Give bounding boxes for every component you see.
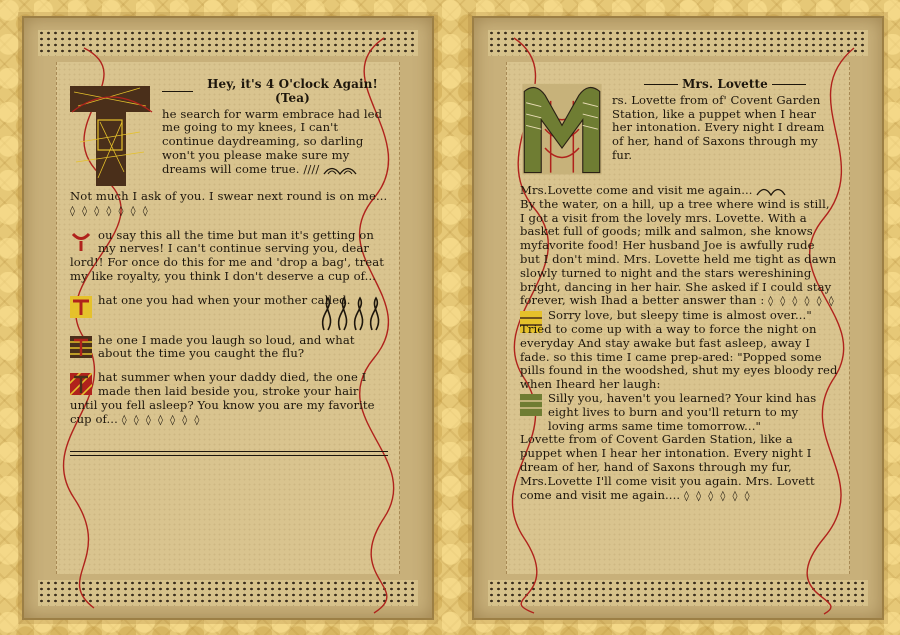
left-verse-1-text: he search for warm embrace had led me going to my knees, I can't continue daydreaming, so darling won't you please make sure my dreams will come true. bbox=[162, 106, 383, 176]
left-verse-1-tail: //// bbox=[303, 161, 320, 176]
diamond-row: ◊ ◊ ◊ ◊ ◊ ◊ bbox=[768, 296, 836, 308]
wave-ornament bbox=[756, 186, 786, 196]
left-verse-4 bbox=[70, 294, 388, 308]
right-quote-1 bbox=[548, 309, 838, 323]
right-quote-1-text: Sorry love, but sleepy time is almost over..." bbox=[548, 308, 812, 323]
diamond-row: ◊ ◊ ◊ ◊ ◊ ◊ bbox=[683, 490, 752, 502]
drop-cap-t-illustration bbox=[70, 82, 154, 188]
left-heading bbox=[162, 78, 388, 106]
right-body-2-text: Tried to come up with a way to force the night on everyday And stay awake but fast asleep, away I fade. so this time I came prep-ared: "Popped some pills found in the woodshed, shut my eyes bloody red when Iheard her laugh: bbox=[520, 321, 838, 392]
right-body-1-text: By the water, on a hill, up a tree where wind is still, I got a visit from the lovely mrs. Lovette. With a basket full of goods; milk and salmon, she knows myfavorite food! Her husband Joe is awfully rude but I don't mind. Mrs. Lovette held me tight as dawn slowly turned to night and the stars wereshining bright, dancing in her hair. She asked if I could stay forever, wish Ihad a better answer than : bbox=[520, 196, 837, 308]
left-verse-5-text: he one I made you laugh so loud, and what about the time you caught the flu? bbox=[98, 332, 355, 361]
drop-cap-m-illustration bbox=[520, 82, 604, 182]
right-quote-2-text: Silly you, haven't you learned? Your kind has eight lives to burn and you'll return to my loving arms same time tomorrow..." bbox=[548, 390, 817, 433]
left-heading-text: Hey, it's 4 O'clock Again! (Tea) bbox=[207, 77, 378, 105]
right-heading-text: Mrs. Lovette bbox=[682, 77, 768, 91]
dotted-band-bottom bbox=[38, 580, 418, 606]
left-verse-6 bbox=[70, 371, 388, 427]
drop-cap-t-striped-icon bbox=[70, 336, 92, 358]
left-line-2-text: Not much I ask of you. I swear next round is on me... bbox=[70, 189, 388, 203]
diamond-row: ◊ ◊ ◊ ◊ ◊ ◊ ◊ bbox=[121, 414, 202, 426]
drop-cap-t-hatched-icon bbox=[70, 373, 92, 395]
right-body-1 bbox=[520, 198, 838, 309]
drop-cap-y-icon bbox=[70, 231, 92, 253]
right-line-2-text: Mrs.Lovette come and visit me again... bbox=[520, 183, 753, 197]
right-line-2 bbox=[520, 184, 838, 198]
dotted-band-top bbox=[488, 30, 868, 56]
right-verse-1-text: rs. Lovette from of' Covent Garden Station, like a puppet when I hear her intonation. Every night I dream of her, hand of Saxons through my fur. bbox=[612, 92, 825, 162]
right-body-3 bbox=[520, 433, 838, 503]
dotted-band-bottom bbox=[488, 580, 868, 606]
right-text-column bbox=[520, 78, 838, 503]
left-line-2 bbox=[70, 190, 388, 219]
left-verse-6-text: hat summer when your daddy died, the one I made then laid beside you, stroke your hair until you fell asleep? You know you are my favorite cup of... bbox=[70, 370, 375, 426]
heading-rule-left bbox=[162, 91, 193, 92]
end-double-rule bbox=[70, 451, 388, 456]
left-verse-3 bbox=[70, 229, 388, 284]
right-quote-2 bbox=[548, 392, 838, 433]
drop-cap-s-green-icon bbox=[520, 394, 542, 416]
left-verse-3-text: ou say this all the time but man it's getting on my nerves! I can't continue serving you, dear lord!! For once do this for me and 'drop a bag', treat my like royalty, you think I don't deserve a cup of... bbox=[70, 227, 385, 283]
diamond-row: ◊ ◊ ◊ ◊ ◊ ◊ ◊ bbox=[70, 205, 150, 217]
left-text-column bbox=[70, 78, 388, 456]
heading-rule-right bbox=[772, 84, 806, 85]
right-body-3-text: Lovette from of Covent Garden Station, like a puppet when I hear her intonation. Every night I dream of her, hand of Saxons through my fur, Mrs.Lovette I'll come visit you again. Mrs. Lovett come and visit me again.... bbox=[520, 432, 815, 502]
right-heading bbox=[612, 78, 838, 92]
left-verse-4-text: hat one you had when your mother called. bbox=[98, 292, 351, 307]
wave-ornament bbox=[323, 165, 357, 175]
heading-rule-left bbox=[644, 84, 678, 85]
right-page bbox=[472, 16, 884, 620]
right-body-2 bbox=[520, 323, 838, 392]
dotted-band-top bbox=[38, 30, 418, 56]
drop-cap-t-small-icon bbox=[70, 296, 92, 318]
left-page bbox=[22, 16, 434, 620]
left-verse-5 bbox=[70, 334, 388, 362]
